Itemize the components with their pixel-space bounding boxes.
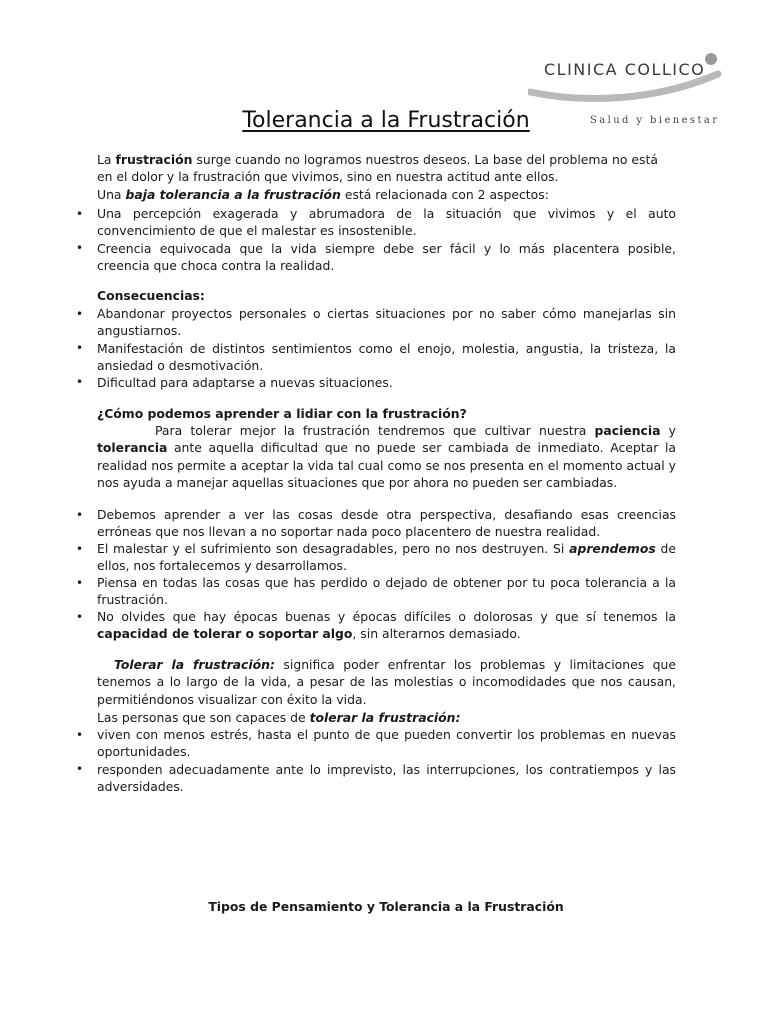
low-tolerance-term: baja tolerancia a la frustración <box>125 187 341 202</box>
tolerate-paragraph: Tolerar la frustración: significa poder enfrentar los problemas y limitaciones que tenemos a lo largo de la vida, a pesar de las molestias o incomodidades que nos causan, permitiéndonos visualizar con éxito la vida. <box>97 657 676 707</box>
tolerate-term: Tolerar la frustración: <box>114 657 275 672</box>
logo-tagline: Salud y bienestar <box>590 115 720 126</box>
intro-line-2: en el dolor y la frustración que vivimos, sino en nuestra actitud ante ellos. <box>97 169 559 184</box>
tip-item: No olvides que hay épocas buenas y épocas difíciles o dolorosas y que sí tenemos la capacidad de tolerar o soportar algo, sin alterarnos demasiado. <box>97 609 676 642</box>
capacity-term: capacidad de tolerar o soportar algo <box>97 626 353 642</box>
consequences-heading: Consecuencias: <box>97 288 205 303</box>
consequence-item: Abandonar proyectos personales o ciertas situaciones por no saber cómo manejarlas sin angustiarnos. <box>97 306 676 339</box>
bullet-icon: • <box>76 508 84 522</box>
benefit-item: viven con menos estrés, hasta el punto de que pueden convertir los problemas en nuevas oportunidades. <box>97 727 676 760</box>
tip-item: Debemos aprender a ver las cosas desde otra perspectiva, desafiando esas creencias erróneas que nos llevan a no soportar nada poco placentero de nuestra realidad. <box>97 507 676 540</box>
page-title: Tolerancia a la Frustración <box>242 108 530 133</box>
bullet-icon: • <box>76 576 84 590</box>
tolerate-term-2: tolerar la frustración: <box>309 710 461 725</box>
how-heading: ¿Cómo podemos aprender a lidiar con la frustración? <box>97 406 467 421</box>
learn-term: aprendemos <box>569 541 656 556</box>
intro-line-1: La frustración surge cuando no logramos nuestros deseos. La base del problema no está <box>97 152 658 167</box>
aspect-item: Una percepción exagerada y abrumadora de la situación que vivimos y el auto convencimiento de que el malestar es insostenible. <box>97 206 676 239</box>
bullet-icon: • <box>76 728 84 742</box>
bullet-icon: • <box>76 241 84 255</box>
how-paragraph: Para tolerar mejor la frustración tendremos que cultivar nuestra paciencia y tolerancia ante aquella dificultad que no puede ser cambiada de inmediato. Aceptar la realidad nos permite a aceptar la vida tal cual como se nos presenta en el momento actual y nos ayuda a manejar aquellas situaciones que por ahora no pueden ser cambiadas. <box>97 423 676 490</box>
footer-heading: Tipos de Pensamiento y Tolerancia a la Frustración <box>208 899 564 914</box>
consequence-item: Dificultad para adaptarse a nuevas situaciones. <box>97 375 393 390</box>
logo-name: CLINICA COLLICO <box>544 60 706 79</box>
intro-line-3: Una baja tolerancia a la frustración está relacionada con 2 aspectos: <box>97 187 549 202</box>
bullet-icon: • <box>76 307 84 321</box>
bullet-icon: • <box>76 762 84 776</box>
bullet-icon: • <box>76 341 84 355</box>
tip-item: Piensa en todas las cosas que has perdido o dejado de obtener por tu poca tolerancia a la frustración. <box>97 575 676 608</box>
consequence-item: Manifestación de distintos sentimientos como el enojo, molestia, angustia, la tristeza, la ansiedad o desmotivación. <box>97 341 676 374</box>
patience-term: paciencia <box>594 423 661 438</box>
tip-item: El malestar y el sufrimiento son desagradables, pero no nos destruyen. Si aprendemos de ellos, nos fortalecemos y desarrollamos. <box>97 541 676 574</box>
bullet-icon: • <box>76 542 84 556</box>
aspect-item: Creencia equivocada que la vida siempre debe ser fácil y lo más placentera posible, creencia que choca contra la realidad. <box>97 241 676 274</box>
frustration-term: frustración <box>115 152 193 167</box>
bullet-icon: • <box>76 207 84 221</box>
benefit-item: responden adecuadamente ante lo imprevisto, las interrupciones, los contratiempos y las adversidades. <box>97 762 676 795</box>
bullet-icon: • <box>76 375 84 389</box>
people-line: Las personas que son capaces de tolerar la frustración: <box>97 710 461 725</box>
bullet-icon: • <box>76 610 84 624</box>
tolerance-term: tolerancia <box>97 440 168 456</box>
